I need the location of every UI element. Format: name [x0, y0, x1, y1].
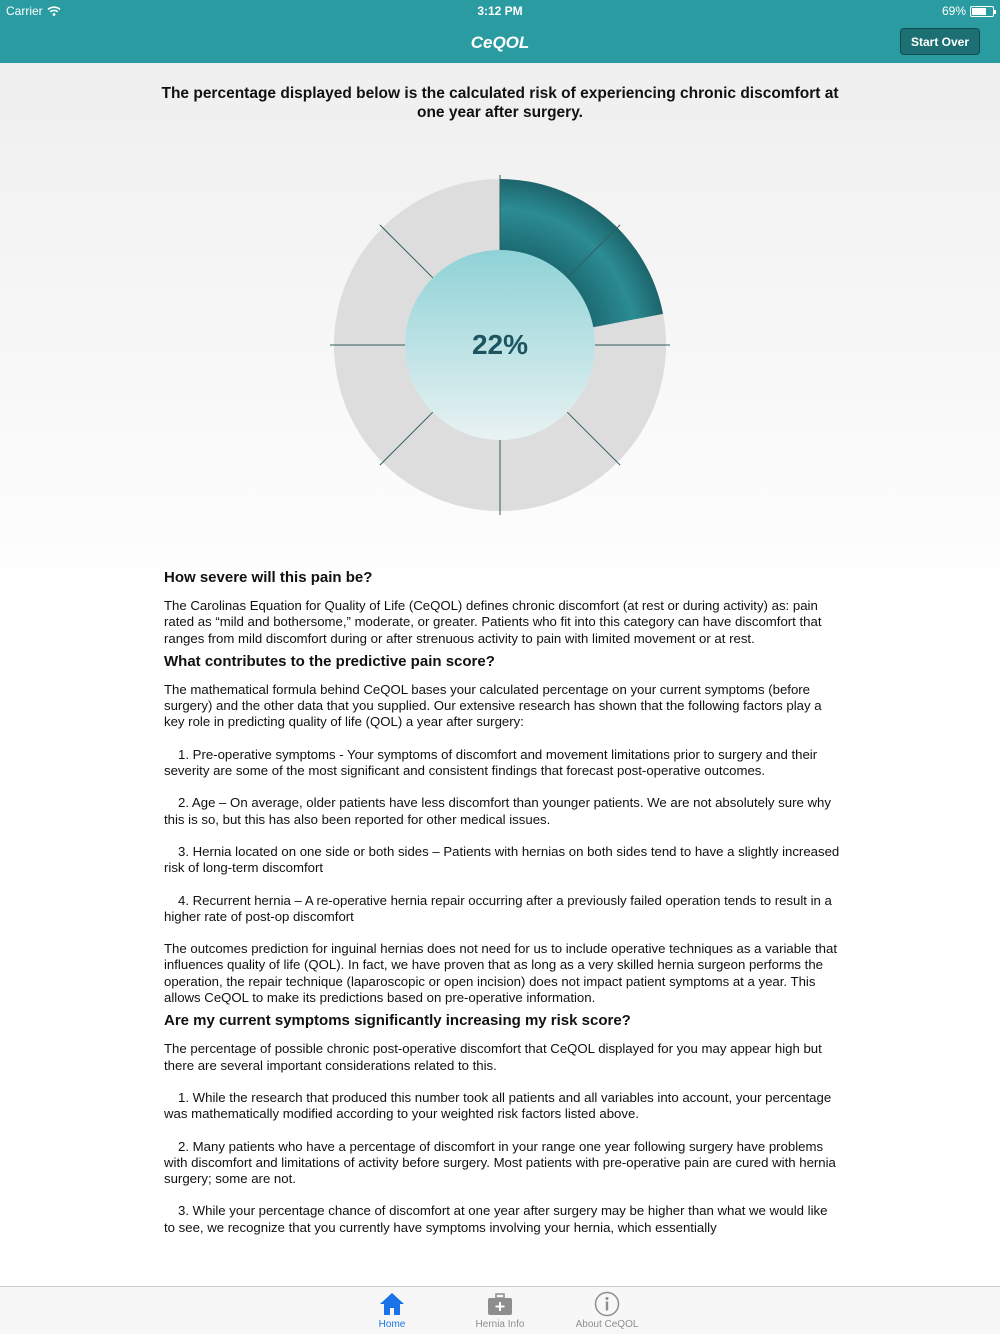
tab-hernia-info[interactable] — [440, 1287, 560, 1334]
battery-info — [942, 4, 994, 18]
battery-percent: 69% — [941, 4, 966, 18]
medical-kit-icon — [486, 1291, 514, 1317]
info-icon — [593, 1291, 621, 1317]
tab-about-ceqol[interactable] — [547, 1287, 667, 1334]
home-icon — [378, 1291, 406, 1317]
paragraph: The outcomes prediction for inguinal hernias does not need for us to include operative techniques as a variable that influences quality of life (QOL). In fact, we have proven that as long as a very skilled hernia surgeon performs the operation, the repair technique (laparoscopic or open incision) does not impact patient symptoms at a year. This allows CeQOL to make its predictions based on pre-operative information. — [164, 941, 837, 1006]
status-time: 3:12 PM — [477, 4, 523, 18]
paragraph: The Carolinas Equation for Quality of Life (CeQOL) defines chronic discomfort (at rest or during activity) as: pain rated as “mild and bothersome,” moderate, or greater. Patients who fit into this category can have discomfort that ranges from mild discomfort during or after strenuous activity to pain with limited movement or at rest. — [164, 598, 822, 646]
section-heading: What contributes to the predictive pain score? — [164, 652, 495, 670]
list-item: 4. Recurrent hernia – A re-operative hernia repair occurring after a previously failed operation tends to result in a higher rate of post-op discomfort — [164, 892, 832, 924]
paragraph: The percentage of possible chronic post-operative discomfort that CeQOL displayed for you may appear high but there are several important considerations related to this. — [164, 1041, 822, 1073]
list-item: 2. Age – On average, older patients have less discomfort than younger patients. We are not absolutely sure why this is so, but this has also been reported for other medical issues. — [164, 795, 831, 827]
status-bar — [0, 0, 1000, 22]
navigation-bar — [0, 22, 1000, 63]
gauge-center-disc — [405, 250, 595, 440]
result-headline: The percentage displayed below is the calculated risk of experiencing chronic discomfort at one year after surgery. — [161, 85, 839, 121]
explanation-article — [164, 569, 840, 1252]
section-heading: How severe will this pain be? — [164, 569, 373, 586]
carrier-label: Carrier — [6, 4, 43, 18]
list-item: 3. Hernia located on one side or both sides – Patients with hernias on both sides tend to have a slightly increased risk of long-term discomfort — [164, 843, 840, 876]
list-item: 1. Pre-operative symptoms - Your symptoms of discomfort and movement limitations prior to surgery and their severity are some of the most significant and consistent findings that forecast post-operative outcomes. — [164, 746, 818, 779]
tab-label: About CeQOL — [575, 1319, 639, 1330]
risk-gauge — [330, 175, 670, 515]
paragraph: The mathematical formula behind CeQOL bases your calculated percentage on your current symptoms (before surgery) and the other data that you supplied. Our extensive research has shown that the following factors play a key role in predicting quality of life (QOL) a year after surgery: — [164, 681, 822, 730]
tab-label: Home — [378, 1319, 406, 1330]
tab-bar — [0, 1286, 1000, 1334]
results-content[interactable] — [0, 63, 1000, 1286]
risk-percentage: 22% — [471, 329, 529, 360]
start-over-button[interactable]: Start Over — [900, 28, 980, 55]
battery-icon — [970, 6, 994, 17]
section-heading: Are my current symptoms significantly increasing my risk score? — [164, 1012, 631, 1030]
tab-label: Hernia Info — [475, 1319, 525, 1330]
list-item: 1. While the research that produced this number took all patients and all variables into account, your percentage was mathematically modified according to your weighted risk factors listed above. — [164, 1089, 832, 1122]
app-title: CeQOL — [470, 33, 530, 52]
list-item: 3. While your percentage chance of discomfort at one year after surgery may be higher than what we would like to see, we recognize that you currently have symptoms involving your hernia, which essentially — [164, 1203, 828, 1235]
list-item: 2. Many patients who have a percentage of discomfort in your range one year following surgery have problems with discomfort and limitations of activity before surgery. Most patients with pre-operative pain are cured with hernia surgery; some are not. — [164, 1138, 836, 1187]
tab-home[interactable] — [332, 1287, 452, 1334]
